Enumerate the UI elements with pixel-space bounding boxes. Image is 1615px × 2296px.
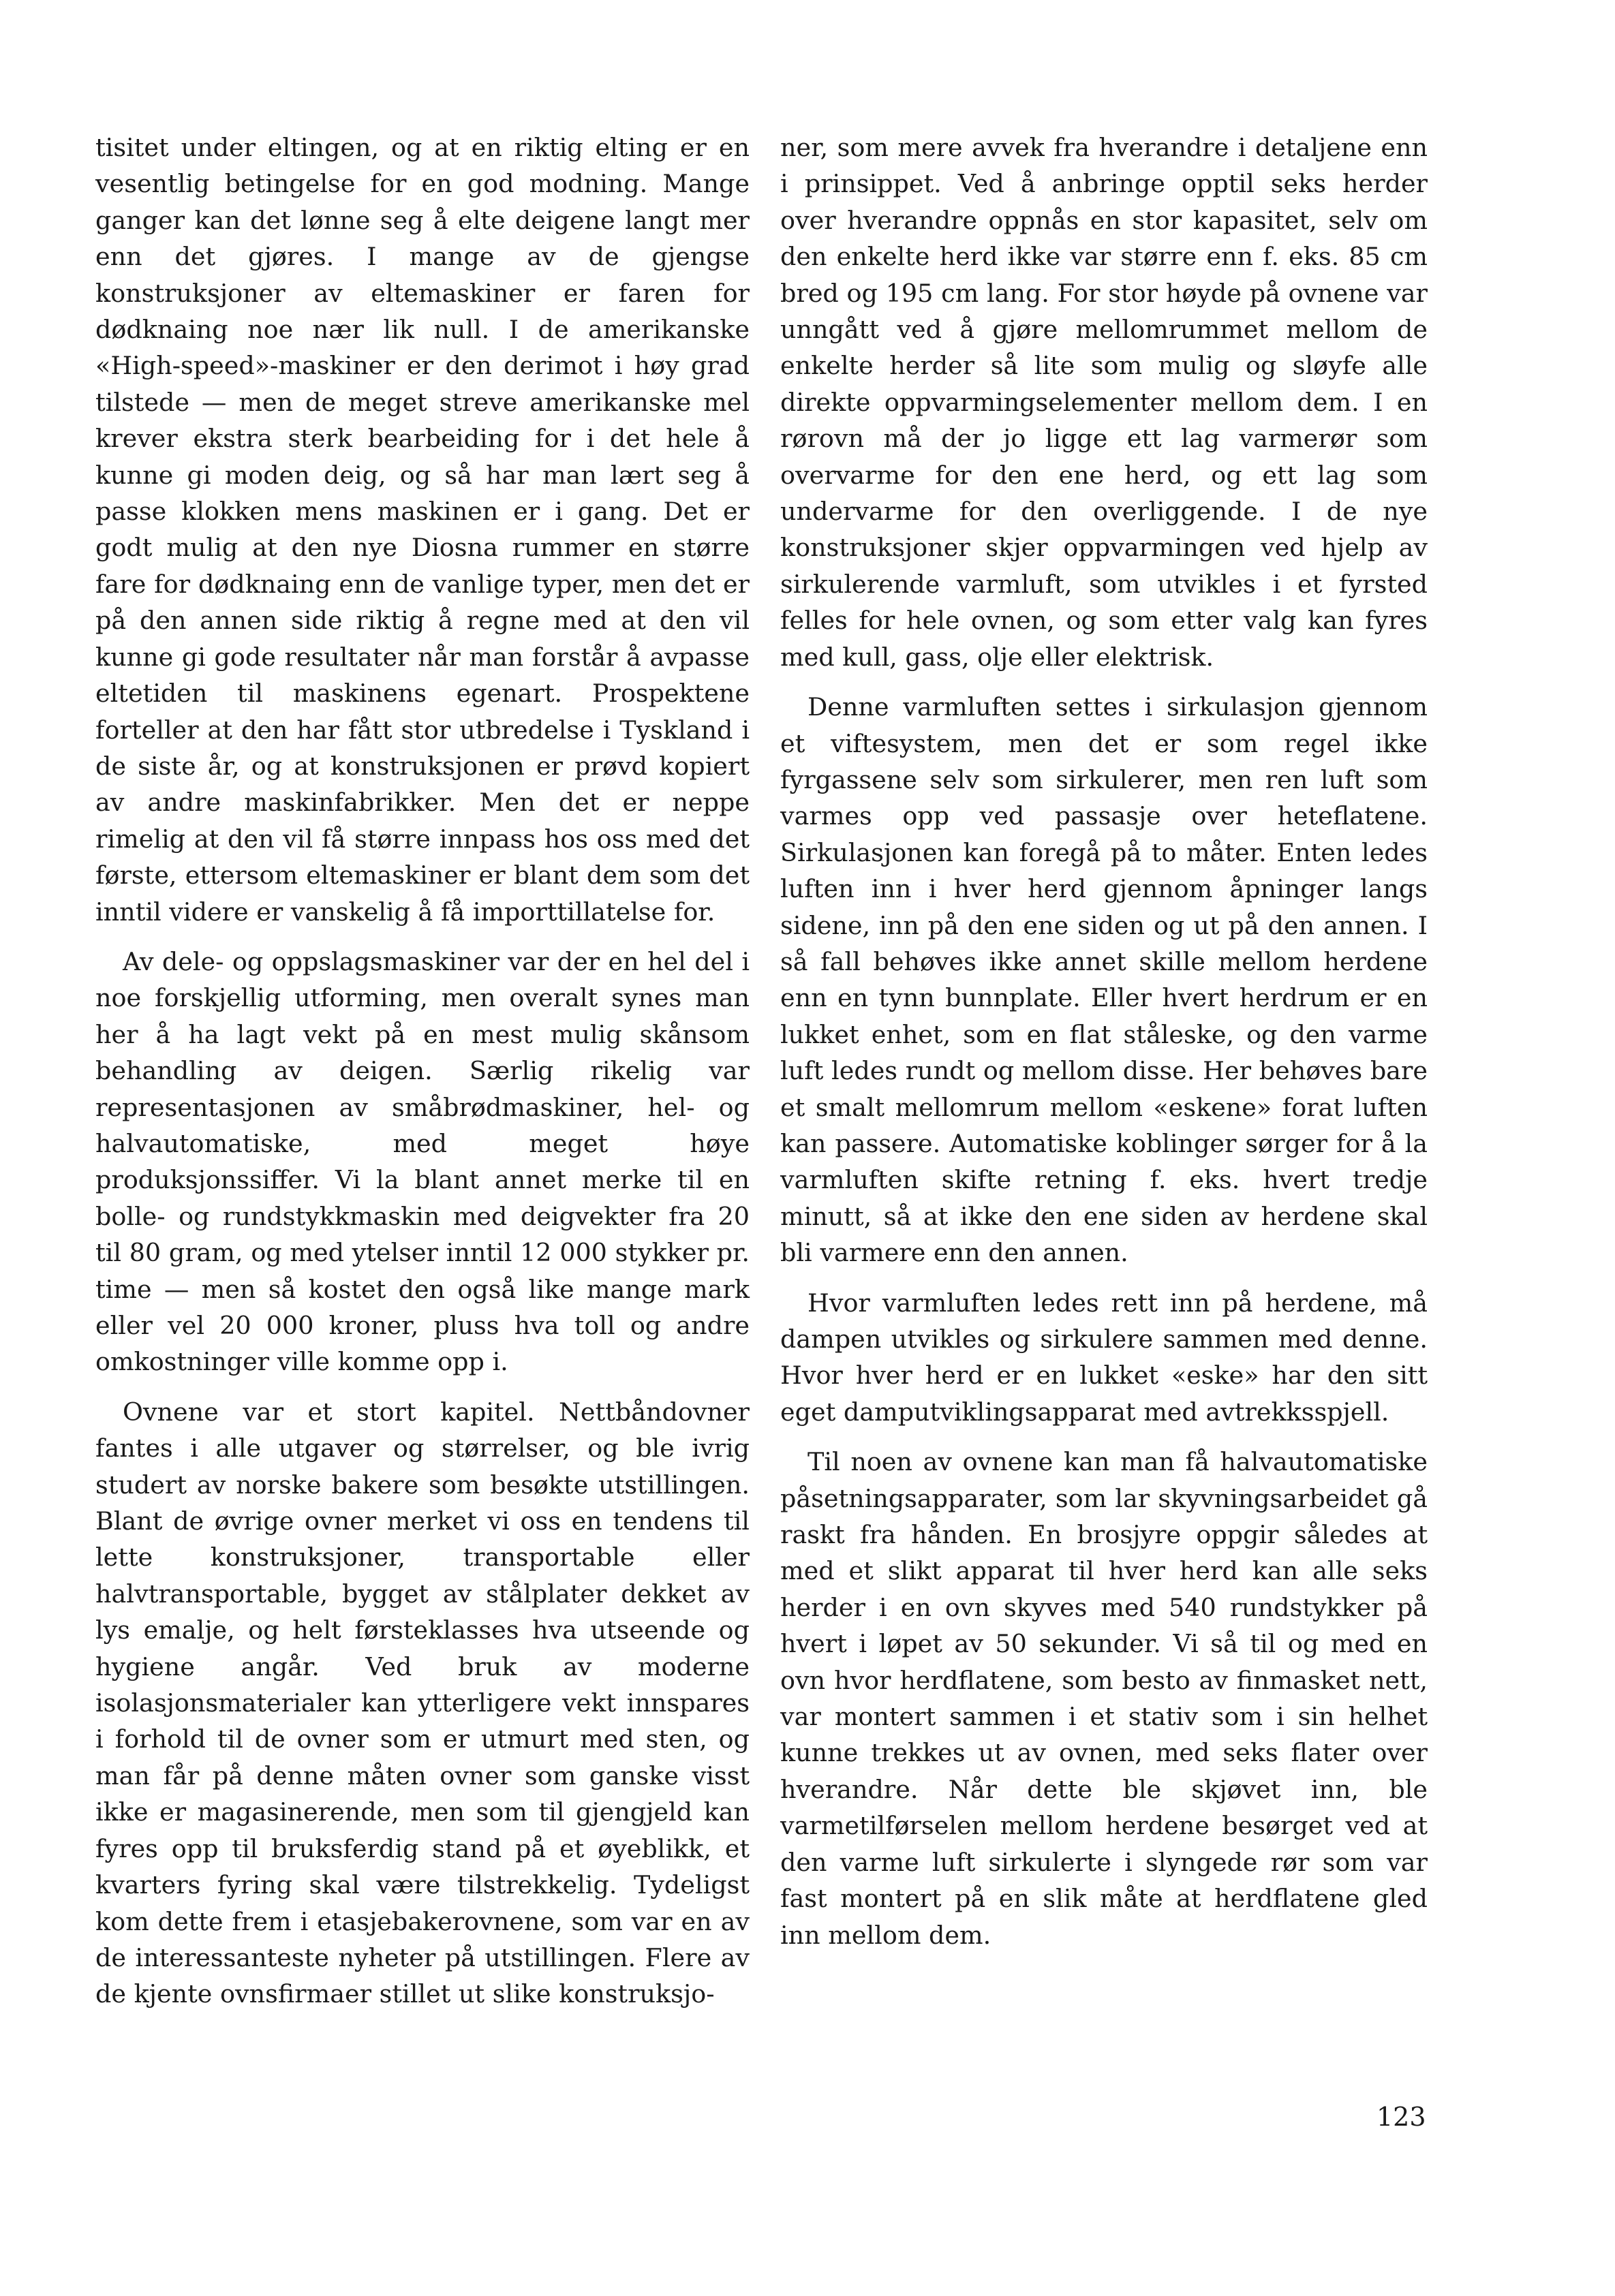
paragraph: Til noen av ovnene kan man få halvautomatiske påsetningsapparater, som lar skyvningsarbeidet gå raskt fra hånden. En brosjyre oppgir således at med et slikt apparat til hver herd kan alle seks herder i en ovn skyves med 540 rundstykker på hvert i løpet av 50 sekunder. Vi så til og med en ovn hvor herdflatene, som besto av finmasket nett, var montert sammen i et stativ som i sin helhet kunne trekkes ut av ovnen, med seks flater over hverandre. Når dette ble skjøvet inn, ble varmetilførselen mellom herdene besørget ved at den varme luft sirkulerte i slyngede rør som var fast montert på en slik måte at herdflatene gled inn mellom dem. [780, 1447, 1428, 1950]
left-column [95, 129, 750, 2026]
page-number: 123 [1376, 2102, 1426, 2132]
right-column [780, 129, 1428, 1967]
paragraph: tisitet under eltingen, og at en riktig elting er en vesentlig betingelse for en god modning. Mange ganger kan det lønne seg å elte deigene langt mer enn det gjøres. I mange av de gjengse konstruksjoner av eltemaskiner er faren for dødknaing noe nær lik null. I de amerikanske «High-speed»-maskiner er den derimot i høy grad tilstede — men de meget streve amerikanske mel krever ekstra sterk bearbeiding for i det hele å kunne gi moden deig, og så har man lært seg å passe klokken mens maskinen er i gang. Det er godt mulig at den nye Diosna rummer en større fare for dødknaing enn de vanlige typer, men det er på den annen side riktig å regne med at den vil kunne gi gode resultater når man forstår å avpasse eltetiden til maskinens egenart. Prospektene forteller at den har fått stor utbredelse i Tyskland i de siste år, og at konstruksjonen er prøvd kopiert av andre maskinfabrikker. Men det er neppe rimelig at den vil få større innpass hos oss med det første, ettersom eltemaskiner er blant dem som det inntil videre er vanskelig å få importtillatelse for. [95, 133, 750, 927]
paragraph: Hvor varmluften ledes rett inn på herdene, må dampen utvikles og sirkulere sammen med denne. Hvor hver herd er en lukket «eske» har den sitt eget damputviklingsapparat med avtrekksspjell. [780, 1288, 1428, 1427]
paragraph: Av dele- og oppslagsmaskiner var der en hel del i noe forskjellig utforming, men overalt synes man her å ha lagt vekt på en mest mulig skånsom behandling av deigen. Særlig rikelig var representasjonen av småbrødmaskiner, hel- og halvautomatiske, med meget høye produksjonssiffer. Vi la blant annet merke til en bolle- og rundstykkmaskin med deigvekter fra 20 til 80 gram, og med ytelser inntil 12 000 stykker pr. time — men så kostet den også like mange mark eller vel 20 000 kroner, pluss hva toll og andre omkostninger ville komme opp i. [95, 946, 750, 1377]
paragraph: ner, som mere avvek fra hverandre i detaljene enn i prinsippet. Ved å anbringe opptil seks herder over hverandre oppnås en stor kapasitet, selv om den enkelte herd ikke var større enn f. eks. 85 cm bred og 195 cm lang. For stor høyde på ovnene var unngått ved å gjøre mellomrummet mellom de enkelte herder så lite som mulig og sløyfe alle direkte oppvarmingselementer mellom dem. I en rørovn må der jo ligge ett lag varmerør som overvarme for den ene herd, og ett lag som undervarme for den overliggende. I de nye konstruksjoner skjer oppvarmingen ved hjelp av sirkulerende varmluft, som utvikles i et fyrsted felles for hele ovnen, og som etter valg kan fyres med kull, gass, olje eller elektrisk. [780, 133, 1428, 672]
paragraph: Ovnene var et stort kapitel. Nettbåndovner fantes i alle utgaver og størrelser, og ble ivrig studert av norske bakere som besøkte utstillingen. Blant de øvrige ovner merket vi oss en tendens til lette konstruksjoner, transportable eller halvtransportable, bygget av stålplater dekket av lys emalje, og helt førsteklasses hva utseende og hygiene angår. Ved bruk av moderne isolasjonsmaterialer kan ytterligere vekt innspares i forhold til de ovner som er utmurt med sten, og man får på denne måten ovner som ganske visst ikke er magasinerende, men som til gjengjeld kan fyres opp til bruksferdig stand på et øyeblikk, et kvarters fyring skal være tilstrekkelig. Tydeligst kom dette frem i etasjebakerovnene, som var en av de interessanteste nyheter på utstillingen. Flere av de kjente ovnsfirmaer stillet ut slike konstruksjo- [95, 1397, 750, 2009]
paragraph: Denne varmluften settes i sirkulasjon gjennom et viftesystem, men det er som regel ikke fyrgassene selv som sirkulerer, men ren luft som varmes opp ved passasje over heteflatene. Sirkulasjonen kan foregå på to måter. Enten ledes luften inn i hver herd gjennom åpninger langs sidene, inn på den ene siden og ut på den annen. I så fall behøves ikke annet skille mellom herdene enn en tynn bunnplate. Eller hvert herdrum er en lukket enhet, som en flat ståleske, og den varme luft ledes rundt og mellom disse. Her behøves bare et smalt mellomrum mellom «eskene» forat luften kan passere. Automatiske koblinger sørger for å la varmluften skifte retning f. eks. hvert tredje minutt, så at ikke den ene siden av herdene skal bli varmere enn den annen. [780, 692, 1428, 1268]
